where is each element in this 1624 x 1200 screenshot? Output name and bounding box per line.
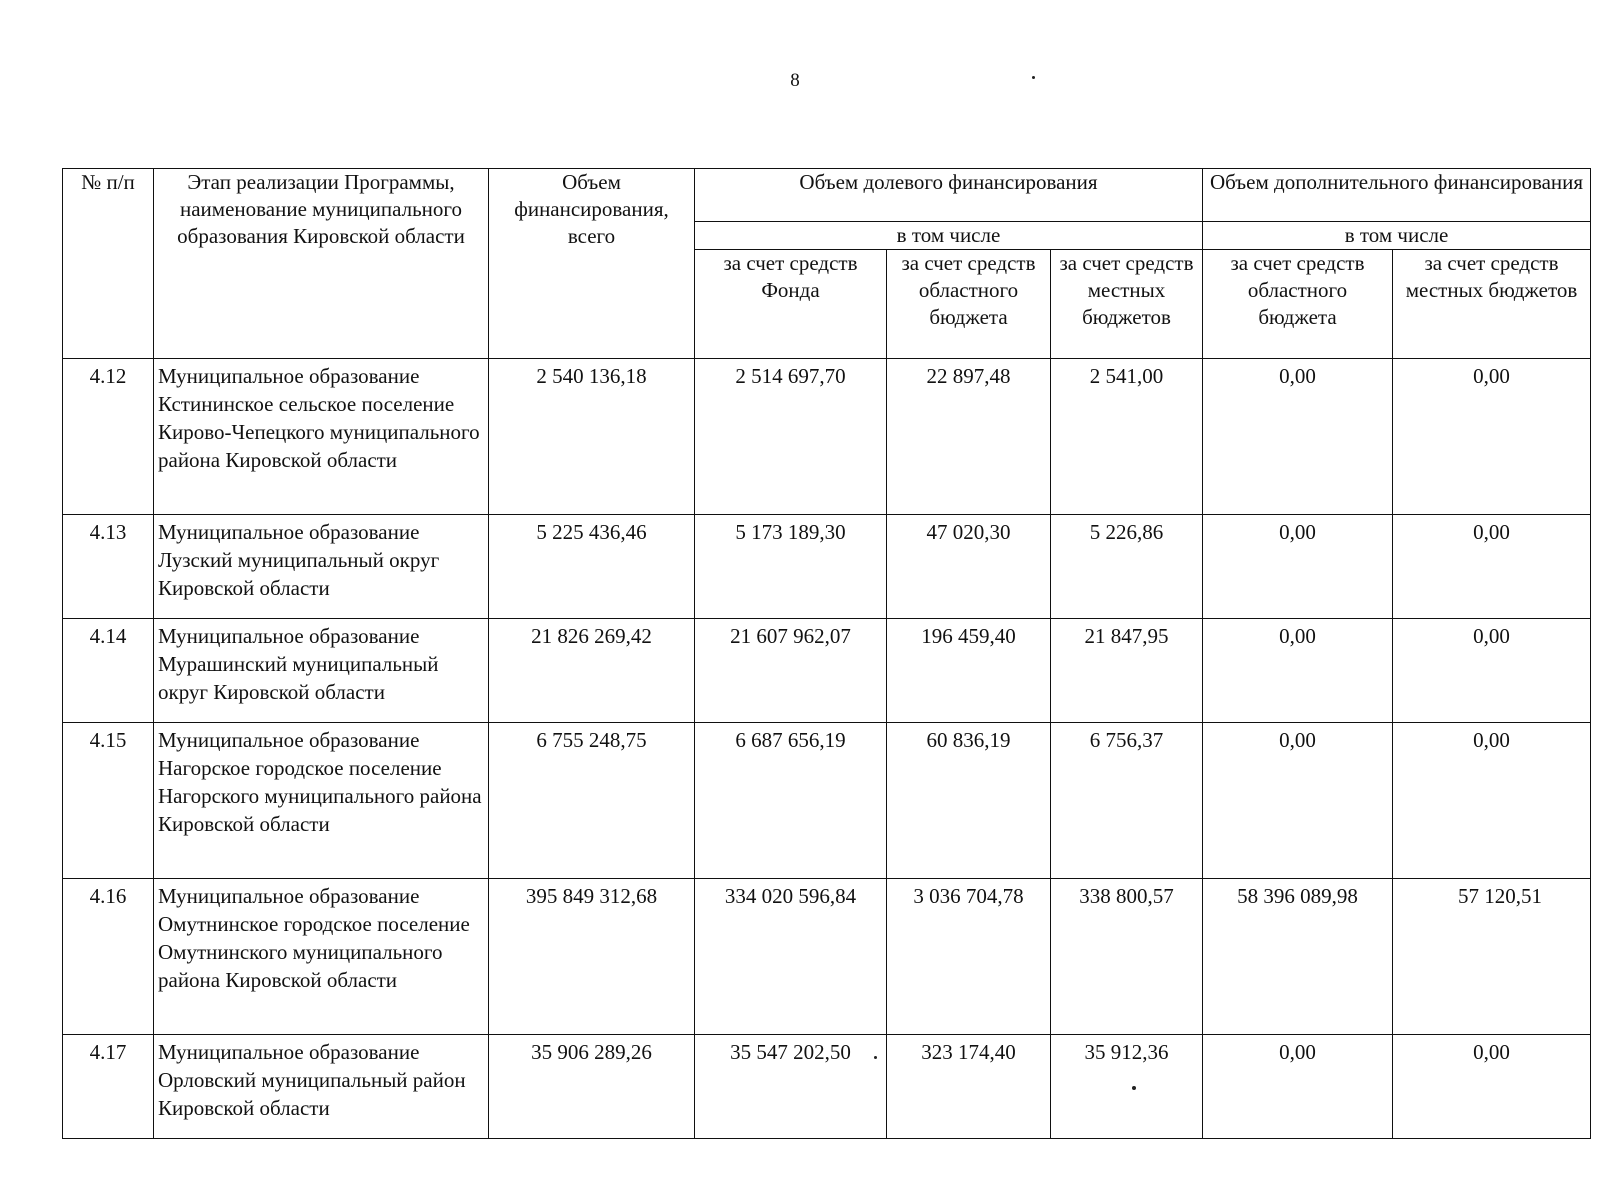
additional-regional: 0,00 xyxy=(1203,723,1393,879)
municipality-name: Муниципальное образование Кстининское сельское поселение Кирово-Чепецкого муниципального района Кировской области xyxy=(154,359,489,515)
total-financing: 5 225 436,46 xyxy=(489,515,695,619)
table-row xyxy=(63,879,1591,1035)
row-number: 4.13 xyxy=(63,515,154,619)
row-number: 4.16 xyxy=(63,879,154,1035)
additional-local: 0,00 xyxy=(1393,619,1591,723)
header-num: № п/п xyxy=(63,169,154,359)
scan-speck xyxy=(1032,76,1035,79)
regional-financing: 22 897,48 xyxy=(887,359,1051,515)
header-share-group: Объем долевого финансирования xyxy=(695,169,1203,222)
table-row xyxy=(63,515,1591,619)
total-financing: 6 755 248,75 xyxy=(489,723,695,879)
page-number: 8 xyxy=(790,70,800,91)
local-financing: 35 912,36 xyxy=(1051,1035,1203,1139)
fund-financing: 6 687 656,19 xyxy=(695,723,887,879)
local-financing: 6 756,37 xyxy=(1051,723,1203,879)
total-financing: 2 540 136,18 xyxy=(489,359,695,515)
header-share-regional: за счет средств областного бюджета xyxy=(887,250,1051,359)
additional-local: 0,00 xyxy=(1393,515,1591,619)
header-share-fund: за счет средств Фонда xyxy=(695,250,887,359)
total-financing: 35 906 289,26 xyxy=(489,1035,695,1139)
additional-regional: 0,00 xyxy=(1203,359,1393,515)
fund-financing: 35 547 202,50 xyxy=(695,1035,887,1139)
header-total: Объем финансирования, всего xyxy=(489,169,695,359)
additional-regional: 58 396 089,98 xyxy=(1203,879,1393,1035)
table-row xyxy=(63,619,1591,723)
local-financing: 5 226,86 xyxy=(1051,515,1203,619)
local-financing: 338 800,57 xyxy=(1051,879,1203,1035)
header-additional-group: Объем дополнительного финансирования xyxy=(1203,169,1591,222)
regional-financing: 47 020,30 xyxy=(887,515,1051,619)
regional-financing: 60 836,19 xyxy=(887,723,1051,879)
total-financing: 21 826 269,42 xyxy=(489,619,695,723)
header-stage: Этап реализации Программы, наименование муниципального образования Кировской области xyxy=(154,169,489,359)
table-row xyxy=(63,359,1591,515)
row-number: 4.14 xyxy=(63,619,154,723)
additional-regional: 0,00 xyxy=(1203,515,1393,619)
header-additional-including: в том числе xyxy=(1203,222,1591,250)
local-financing: 2 541,00 xyxy=(1051,359,1203,515)
row-number: 4.15 xyxy=(63,723,154,879)
additional-local: 57 120,51 xyxy=(1393,879,1591,1035)
header-add-regional: за счет средств областного бюджета xyxy=(1203,250,1393,359)
regional-financing: 3 036 704,78 xyxy=(887,879,1051,1035)
regional-financing: 196 459,40 xyxy=(887,619,1051,723)
financing-table xyxy=(62,168,1591,1139)
additional-local: 0,00 xyxy=(1393,1035,1591,1139)
fund-financing: 21 607 962,07 xyxy=(695,619,887,723)
additional-local: 0,00 xyxy=(1393,359,1591,515)
municipality-name: Муниципальное образование Омутнинское городское поселение Омутнинского муниципального района Кировской области xyxy=(154,879,489,1035)
regional-financing: 323 174,40 xyxy=(887,1035,1051,1139)
municipality-name: Муниципальное образование Мурашинский муниципальный округ Кировской области xyxy=(154,619,489,723)
municipality-name: Муниципальное образование Нагорское городское поселение Нагорского муниципального района Кировской области xyxy=(154,723,489,879)
additional-local: 0,00 xyxy=(1393,723,1591,879)
header-add-local: за счет средств местных бюджетов xyxy=(1393,250,1591,359)
total-financing: 395 849 312,68 xyxy=(489,879,695,1035)
row-number: 4.12 xyxy=(63,359,154,515)
row-number: 4.17 xyxy=(63,1035,154,1139)
municipality-name: Муниципальное образование Лузский муниципальный округ Кировской области xyxy=(154,515,489,619)
header-share-including: в том числе xyxy=(695,222,1203,250)
table-row xyxy=(63,723,1591,879)
additional-regional: 0,00 xyxy=(1203,619,1393,723)
additional-regional: 0,00 xyxy=(1203,1035,1393,1139)
local-financing: 21 847,95 xyxy=(1051,619,1203,723)
table-row xyxy=(63,1035,1591,1139)
fund-financing: 5 173 189,30 xyxy=(695,515,887,619)
fund-financing: 2 514 697,70 xyxy=(695,359,887,515)
fund-financing: 334 020 596,84 xyxy=(695,879,887,1035)
municipality-name: Муниципальное образование Орловский муниципальный район Кировской области xyxy=(154,1035,489,1139)
header-share-local: за счет средств местных бюджетов xyxy=(1051,250,1203,359)
